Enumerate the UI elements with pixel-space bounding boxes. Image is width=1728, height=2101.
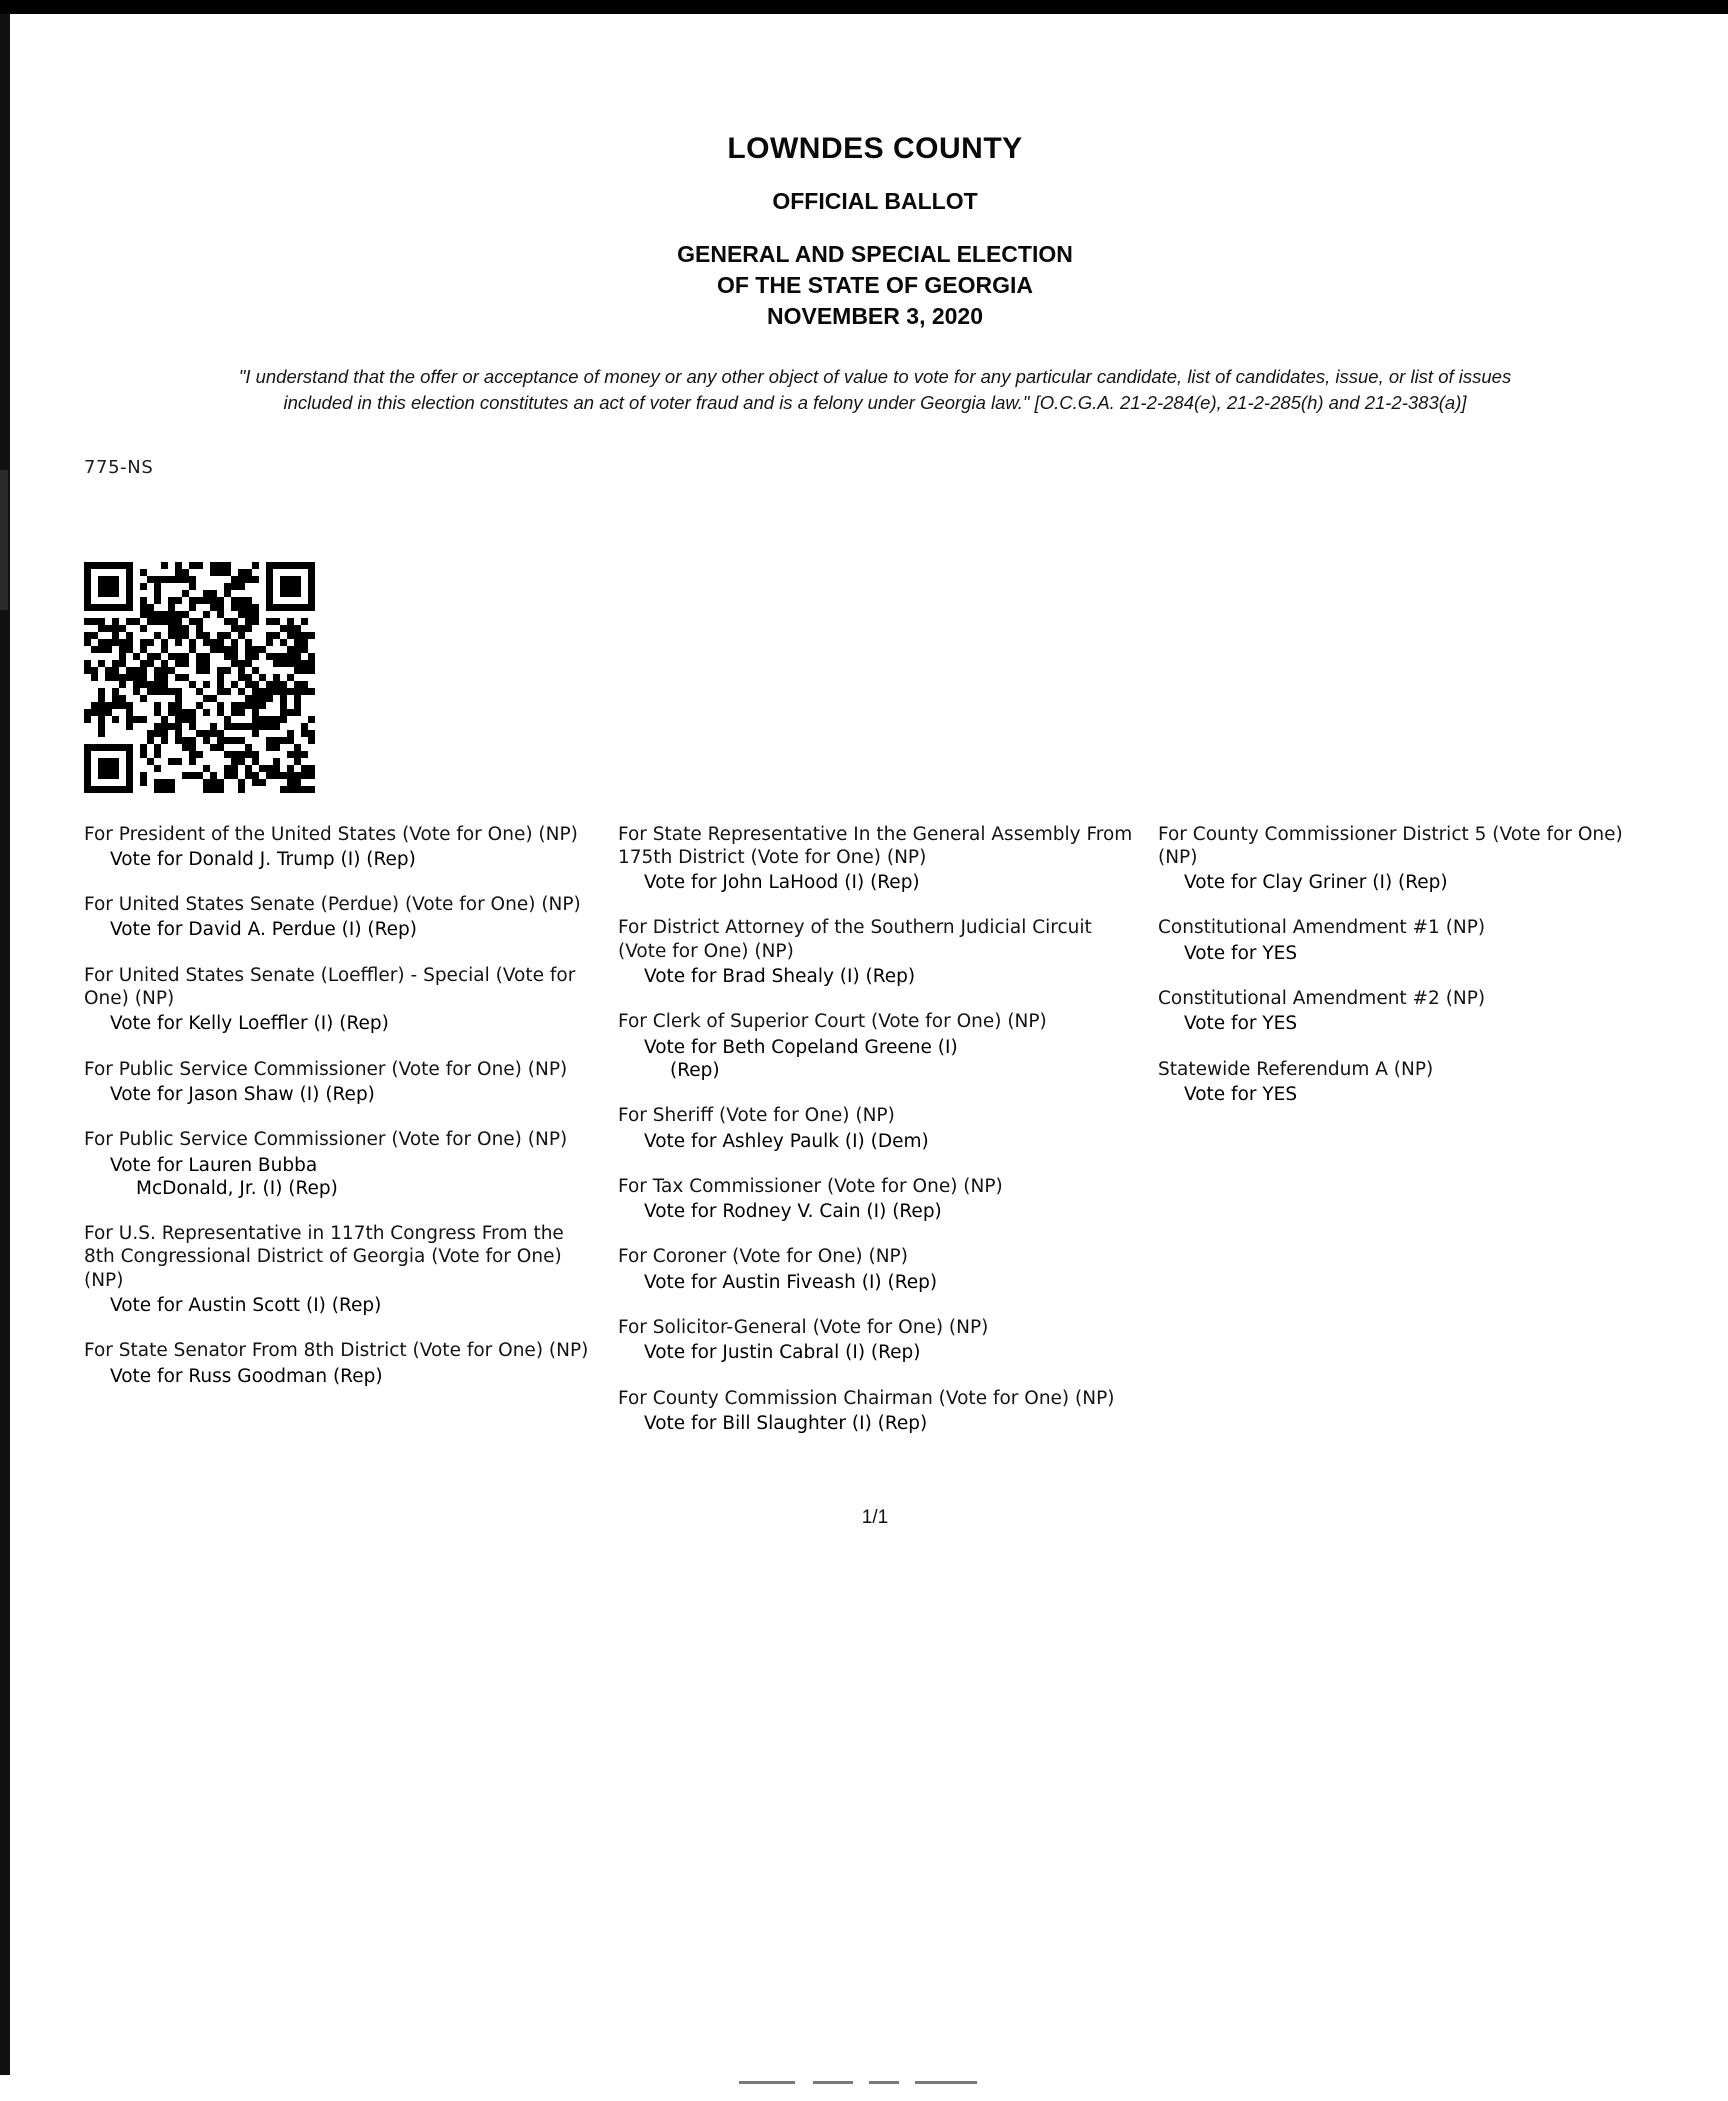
contest-choice: Vote for John LaHood (I) (Rep) xyxy=(644,872,920,894)
scan-tick-left xyxy=(0,470,8,610)
scan-edge-top xyxy=(0,0,1728,14)
contest-choice: Vote for Rodney V. Cain (I) (Rep) xyxy=(644,1201,942,1223)
contest-choice: Vote for Jason Shaw (I) (Rep) xyxy=(110,1083,375,1105)
contest-office: For Solicitor-General (Vote for One) (NP) xyxy=(618,1316,989,1338)
contest-office: For District Attorney of the Southern Judicial Circuit (Vote for One) (NP) xyxy=(618,917,1092,962)
contest xyxy=(84,1222,598,1317)
contest xyxy=(84,964,598,1036)
contest xyxy=(618,1316,1138,1365)
contest-choice: Vote for David A. Perdue (I) (Rep) xyxy=(110,919,418,941)
voter-fraud-oath-text: "I understand that the offer or acceptance of money or any other object of value to vote for any particular candidate, list of candidates, issue, or list of issues included in this election constitutes an act of voter fraud and is a felony under Georgia law." [O.C.G.A. 21-2-284(e), 21-2-285(h) and 21-2-383(a)] xyxy=(238,366,1512,414)
contest-column-3 xyxy=(1158,823,1678,1458)
contest-office: For State Representative In the General Assembly From 175th District (Vote for One) (NP) xyxy=(618,823,1133,868)
contest-choice: Vote for Russ Goodman (Rep) xyxy=(110,1365,383,1387)
contest-office: For U.S. Representative in 117th Congress From the 8th Congressional District of Georgia (Vote for One) (NP) xyxy=(84,1223,564,1291)
election-title-line-1: GENERAL AND SPECIAL ELECTION xyxy=(677,241,1073,267)
contest xyxy=(618,1175,1138,1224)
contest-choice: Vote for YES xyxy=(1184,1083,1298,1105)
contest-choice-line-1: Vote for Lauren Bubba xyxy=(110,1154,318,1176)
contest-choice: Vote for YES xyxy=(1184,1013,1298,1035)
contest-choice: Vote for Justin Cabral (I) (Rep) xyxy=(644,1342,921,1364)
election-date: NOVEMBER 3, 2020 xyxy=(766,303,984,329)
contest-column-2 xyxy=(618,823,1158,1458)
ballot-style-id: 775-NS xyxy=(84,456,154,478)
contest-office: Constitutional Amendment #2 (NP) xyxy=(1158,988,1486,1010)
contest-choice xyxy=(84,1154,598,1201)
contest xyxy=(1158,916,1658,965)
contest-office: For State Senator From 8th District (Vote for One) (NP) xyxy=(84,1340,589,1362)
contest-office: For Public Service Commissioner (Vote for One) (NP) xyxy=(84,1058,568,1080)
ballot-content xyxy=(60,14,1690,1529)
contest-choice: Vote for YES xyxy=(1184,942,1298,964)
contest-columns xyxy=(60,823,1690,1458)
contest xyxy=(618,916,1138,988)
official-ballot-title: OFFICIAL BALLOT xyxy=(772,188,978,214)
contest-choice: Vote for Brad Shealy (I) (Rep) xyxy=(644,966,916,988)
contest-office: For Sheriff (Vote for One) (NP) xyxy=(618,1105,895,1127)
contest xyxy=(618,1104,1138,1153)
contest-choice: Vote for Austin Fiveash (I) (Rep) xyxy=(644,1271,938,1293)
contest xyxy=(84,893,598,942)
contest xyxy=(84,1058,598,1107)
page-number: 1/1 xyxy=(861,1507,889,1529)
contest xyxy=(1158,987,1658,1036)
contest-choice: Vote for Donald J. Trump (I) (Rep) xyxy=(110,848,416,870)
contest-office: For United States Senate (Loeffler) - Special (Vote for One) (NP) xyxy=(84,964,576,1010)
contest xyxy=(618,823,1138,895)
contest xyxy=(618,1245,1138,1294)
contest-column-1 xyxy=(84,823,618,1458)
contest xyxy=(84,1339,598,1388)
contest-choice xyxy=(618,1036,1138,1083)
contest-office: Constitutional Amendment #1 (NP) xyxy=(1158,917,1486,939)
qr-code-icon xyxy=(84,562,315,793)
contest xyxy=(1158,823,1658,895)
contest-choice: Vote for Bill Slaughter (I) (Rep) xyxy=(644,1412,928,1434)
contest-choice-line-1: Vote for Beth Copeland Greene (I) xyxy=(644,1036,958,1058)
contest xyxy=(84,1128,598,1200)
contest-office: Statewide Referendum A (NP) xyxy=(1158,1058,1434,1080)
election-title-line-2: OF THE STATE OF GEORGIA xyxy=(716,272,1034,298)
contest-choice: Vote for Ashley Paulk (I) (Dem) xyxy=(644,1130,929,1152)
scan-edge-left xyxy=(0,14,10,2075)
contest xyxy=(618,1387,1138,1436)
contest-office: For Coroner (Vote for One) (NP) xyxy=(618,1246,908,1268)
county-title: LOWNDES COUNTY xyxy=(727,132,1023,165)
qr-code-container xyxy=(84,562,1690,793)
contest-choice-line-2: McDonald, Jr. (I) (Rep) xyxy=(136,1177,338,1199)
ballot-paper xyxy=(10,14,1728,2101)
contest-office: For Tax Commissioner (Vote for One) (NP) xyxy=(618,1175,1003,1197)
contest xyxy=(1158,1058,1658,1107)
contest xyxy=(618,1010,1138,1082)
contest-choice: Vote for Austin Scott (I) (Rep) xyxy=(110,1294,382,1316)
contest-choice: Vote for Kelly Loeffler (I) (Rep) xyxy=(110,1013,389,1035)
scan-footer-marks xyxy=(739,2081,999,2087)
contest-choice: Vote for Clay Griner (I) (Rep) xyxy=(1184,872,1448,894)
contest-office: For United States Senate (Perdue) (Vote for One) (NP) xyxy=(84,894,581,916)
contest-office: For County Commissioner District 5 (Vote for One) (NP) xyxy=(1158,823,1623,868)
contest-choice-line-2: (Rep) xyxy=(670,1059,720,1081)
contest-office: For Clerk of Superior Court (Vote for One) (NP) xyxy=(618,1011,1047,1033)
contest xyxy=(84,823,598,872)
contest-office: For County Commission Chairman (Vote for One) (NP) xyxy=(618,1387,1115,1409)
contest-office: For Public Service Commissioner (Vote for One) (NP) xyxy=(84,1129,568,1151)
contest-office: For President of the United States (Vote for One) (NP) xyxy=(84,823,578,845)
